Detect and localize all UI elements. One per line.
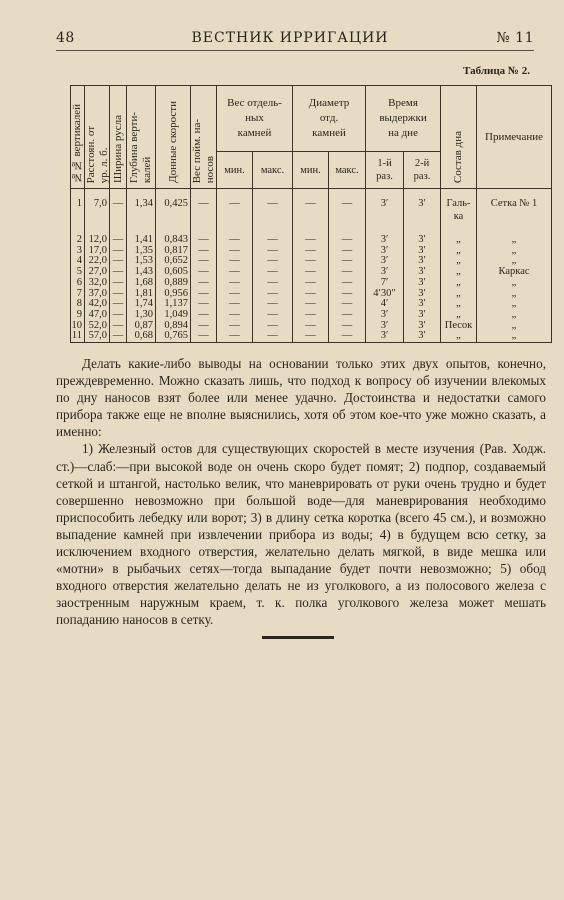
table-cell-dist: 17,0 <box>85 246 110 257</box>
table-cell-t1: 3′ <box>366 189 404 236</box>
table-cell-d: 0,68 <box>127 331 156 342</box>
table-cell-w: — <box>110 278 127 289</box>
table-cell-wmax: — <box>253 331 293 342</box>
table-row <box>71 310 552 321</box>
table-cell-dmax: — <box>329 331 366 342</box>
table-cell-s: — <box>191 299 217 310</box>
table-cell-wmin: — <box>217 310 253 321</box>
table-cell-dmin: — <box>293 310 329 321</box>
table-cell-t2: 3′ <box>404 235 441 246</box>
table-cell-w: — <box>110 235 127 246</box>
sub-header-diameter-min: мин. <box>293 152 329 189</box>
table-cell-t1: 7′ <box>366 278 404 289</box>
table-cell-n: 3 <box>71 246 85 257</box>
table-cell-d: 1,81 <box>127 289 156 300</box>
table-cell-t2: 3′ <box>404 256 441 267</box>
page-number: 48 <box>56 30 75 46</box>
table-body <box>71 189 552 343</box>
table-cell-t1: 3′ <box>366 256 404 267</box>
table-cell-d: 1,74 <box>127 299 156 310</box>
table-cell-w: — <box>110 331 127 342</box>
table-cell-dist: 47,0 <box>85 310 110 321</box>
table-cell-dmax: — <box>329 189 366 236</box>
table-cell-wmax: — <box>253 278 293 289</box>
table-cell-w: — <box>110 289 127 300</box>
table-row <box>71 189 552 236</box>
table-row <box>71 321 552 332</box>
table-cell-d: 1,34 <box>127 189 156 236</box>
table-cell-bed: „ <box>441 299 477 310</box>
table-cell-s: — <box>191 246 217 257</box>
table-cell-note: „ <box>477 246 552 257</box>
table-cell-bed: „ <box>441 246 477 257</box>
table-cell-bed: „ <box>441 235 477 246</box>
table-cell-wmax: — <box>253 189 293 236</box>
table-cell-dmin: — <box>293 278 329 289</box>
table-cell-wmin: — <box>217 299 253 310</box>
table-cell-w: — <box>110 299 127 310</box>
table-cell-t1: 3′ <box>366 235 404 246</box>
col-header-channel-width: Ширина русла <box>110 86 127 189</box>
running-head <box>46 30 534 50</box>
table-cell-t2: 3′ <box>404 321 441 332</box>
table-cell-dmin: — <box>293 321 329 332</box>
table-cell-dist: 52,0 <box>85 321 110 332</box>
table-cell-t1: 3′ <box>366 310 404 321</box>
col-header-depth: Глубина верти- калей <box>127 86 156 189</box>
sub-header-time-first: 1-й раз. <box>366 152 404 189</box>
table-cell-d: 1,43 <box>127 267 156 278</box>
table-cell-dmax: — <box>329 256 366 267</box>
table-cell-dmin: — <box>293 235 329 246</box>
table-cell-dist: 32,0 <box>85 278 110 289</box>
col-header-note: Примечание <box>477 86 552 189</box>
paragraph: 1) Железный остов для существующих скоростей в месте изучения (Рав. Ходж. ст.)—слаб:—при высокой воде он очень скоро будет помят; 2) подпор, создаваемый сеткой и штангой, настолько велик, что маневрировать от руки очень трудно и будет совершенно невозможно при большой воде—для маневрирования необходимо приспособить лебедку или ворот; 3) в длину сетка коротка (всего 45 см.), и возможно выпадение камней при извлечении прибора из воды; 4) в будущем всю сетку, за исключением входного отверстия, желательно делать мягкой, в виде мешка или «мотни» в рыбачьих сетях—тогда выпадание будет почти невозможно; 5) обод входного отверстия желательно делать не из уголкового, а из полосового железа с заостренным наружным краем, т. к. полка уголкового железа может мешать попаданию наносов в сетку. <box>56 441 546 628</box>
sub-header-time-second: 2-й раз. <box>404 152 441 189</box>
col-header-sediment-weight: Вес пойм. на- носов <box>191 86 217 189</box>
table-cell-dmin: — <box>293 256 329 267</box>
table-cell-bed: Галь- ка <box>441 189 477 236</box>
table-cell-s: — <box>191 331 217 342</box>
table-cell-dist: 57,0 <box>85 331 110 342</box>
table-row <box>71 246 552 257</box>
table-cell-t1: 4′30″ <box>366 289 404 300</box>
sub-header-diameter-max: макс. <box>329 152 366 189</box>
col-header-bed-composition: Состав дна <box>441 86 477 189</box>
table-cell-s: — <box>191 235 217 246</box>
table-cell-dmin: — <box>293 299 329 310</box>
table-cell-wmin: — <box>217 189 253 236</box>
table-cell-n: 9 <box>71 310 85 321</box>
col-header-bottom-velocity: Донные скорости <box>156 86 191 189</box>
table-cell-dmax: — <box>329 246 366 257</box>
table-cell-t1: 3′ <box>366 267 404 278</box>
table-cell-v: 0,605 <box>156 267 191 278</box>
table-cell-dist: 27,0 <box>85 267 110 278</box>
table-cell-s: — <box>191 278 217 289</box>
table-cell-t2: 3′ <box>404 331 441 342</box>
body-text <box>56 355 546 629</box>
table-cell-s: — <box>191 310 217 321</box>
table-cell-bed: „ <box>441 256 477 267</box>
table-cell-v: 0,956 <box>156 289 191 300</box>
end-rule <box>262 636 334 639</box>
col-header-exposure-time: Время выдержки на дне <box>366 86 441 152</box>
table-cell-dmin: — <box>293 189 329 236</box>
table-cell-dist: 37,0 <box>85 289 110 300</box>
table-cell-t2: 3′ <box>404 189 441 236</box>
table-cell-wmax: — <box>253 310 293 321</box>
table-cell-t1: 3′ <box>366 331 404 342</box>
table-cell-wmin: — <box>217 246 253 257</box>
table-cell-wmax: — <box>253 246 293 257</box>
table-cell-note: „ <box>477 321 552 332</box>
table-cell-note: „ <box>477 289 552 300</box>
table-cell-bed: Песок <box>441 321 477 332</box>
table-cell-s: — <box>191 289 217 300</box>
table-cell-note: Каркас <box>477 267 552 278</box>
table-cell-n: 11 <box>71 331 85 342</box>
table-cell-s: — <box>191 267 217 278</box>
table-cell-dist: 7,0 <box>85 189 110 236</box>
table-cell-w: — <box>110 267 127 278</box>
table-row <box>71 235 552 246</box>
table-cell-t2: 3′ <box>404 299 441 310</box>
table-cell-note: „ <box>477 235 552 246</box>
table-cell-bed: „ <box>441 289 477 300</box>
table-cell-dmax: — <box>329 310 366 321</box>
table-cell-n: 1 <box>71 189 85 236</box>
table-cell-t1: 4′ <box>366 299 404 310</box>
table-cell-note: „ <box>477 256 552 267</box>
table-cell-w: — <box>110 246 127 257</box>
journal-title: ВЕСТНИК ИРРИГАЦИИ <box>191 30 389 46</box>
table-cell-dmax: — <box>329 321 366 332</box>
table-cell-dmin: — <box>293 331 329 342</box>
table-cell-v: 1,137 <box>156 299 191 310</box>
table-cell-dmax: — <box>329 235 366 246</box>
table-cell-wmin: — <box>217 321 253 332</box>
table-cell-s: — <box>191 321 217 332</box>
table-cell-bed: „ <box>441 278 477 289</box>
table-cell-s: — <box>191 256 217 267</box>
table-cell-dist: 42,0 <box>85 299 110 310</box>
table-cell-wmax: — <box>253 267 293 278</box>
table-cell-t2: 3′ <box>404 310 441 321</box>
table-cell-n: 2 <box>71 235 85 246</box>
table-cell-t1: 3′ <box>366 321 404 332</box>
col-header-stone-diameter: Диаметр отд. камней <box>293 86 366 152</box>
table-cell-wmin: — <box>217 289 253 300</box>
table-cell-v: 1,049 <box>156 310 191 321</box>
table-cell-note: „ <box>477 278 552 289</box>
table-cell-n: 6 <box>71 278 85 289</box>
table-cell-v: 0,765 <box>156 331 191 342</box>
col-header-stone-weight: Вес отдель- ных камней <box>217 86 293 152</box>
table-row <box>71 331 552 342</box>
table-cell-w: — <box>110 321 127 332</box>
table-row <box>71 299 552 310</box>
table-row <box>71 278 552 289</box>
table-cell-wmin: — <box>217 256 253 267</box>
col-header-vertical-number: №№ вертикалей <box>71 86 85 189</box>
table-cell-dmax: — <box>329 299 366 310</box>
table-cell-n: 10 <box>71 321 85 332</box>
table-cell-n: 8 <box>71 299 85 310</box>
table-cell-v: 0,843 <box>156 235 191 246</box>
table-cell-wmax: — <box>253 321 293 332</box>
sub-header-weight-min: мин. <box>217 152 253 189</box>
table-cell-wmax: — <box>253 235 293 246</box>
table-cell-wmin: — <box>217 278 253 289</box>
table-cell-v: 0,652 <box>156 256 191 267</box>
table-cell-d: 1,68 <box>127 278 156 289</box>
table-cell-t2: 3′ <box>404 278 441 289</box>
table-cell-w: — <box>110 256 127 267</box>
table-cell-wmin: — <box>217 235 253 246</box>
issue-number: № 11 <box>496 30 534 46</box>
table-cell-dmax: — <box>329 278 366 289</box>
table-cell-wmax: — <box>253 256 293 267</box>
table-cell-d: 1,35 <box>127 246 156 257</box>
table-cell-note: Сетка № 1 <box>477 189 552 236</box>
table-cell-dist: 12,0 <box>85 235 110 246</box>
table-cell-w: — <box>110 189 127 236</box>
table-cell-dmax: — <box>329 289 366 300</box>
table-cell-n: 4 <box>71 256 85 267</box>
table-row <box>71 267 552 278</box>
table-cell-dmin: — <box>293 267 329 278</box>
table-cell-t2: 3′ <box>404 289 441 300</box>
table-cell-v: 0,425 <box>156 189 191 236</box>
table-cell-d: 1,53 <box>127 256 156 267</box>
table-cell-t1: 3′ <box>366 246 404 257</box>
table-cell-w: — <box>110 310 127 321</box>
table-cell-bed: „ <box>441 267 477 278</box>
table-cell-wmax: — <box>253 299 293 310</box>
table-cell-note: „ <box>477 299 552 310</box>
table-row <box>71 289 552 300</box>
table-cell-dmin: — <box>293 246 329 257</box>
table-cell-dist: 22,0 <box>85 256 110 267</box>
table-caption: Таблица № 2. <box>463 65 530 77</box>
paragraph: Делать какие-либо выводы на основании только этих двух опытов, конечно, преждевременно. Можно сказать лишь, что подход к вопросу об изучении влекомых по дну наносов взят более или менее удачно. Достоинства и недостатки самого прибора также еще не вполне выяснились, хотя об этом кое-что уже можно сказать, а именно: <box>56 356 546 440</box>
table-cell-bed: „ <box>441 310 477 321</box>
table-cell-dmin: — <box>293 289 329 300</box>
table-row <box>71 256 552 267</box>
table-cell-v: 0,894 <box>156 321 191 332</box>
table-cell-wmin: — <box>217 331 253 342</box>
table-cell-t2: 3′ <box>404 267 441 278</box>
data-table <box>70 85 552 343</box>
table-cell-d: 0,87 <box>127 321 156 332</box>
table-cell-v: 0,889 <box>156 278 191 289</box>
table-cell-n: 5 <box>71 267 85 278</box>
table-cell-note: „ <box>477 331 552 342</box>
table-cell-n: 7 <box>71 289 85 300</box>
table-cell-d: 1,30 <box>127 310 156 321</box>
table-cell-wmin: — <box>217 267 253 278</box>
table-cell-v: 0,817 <box>156 246 191 257</box>
col-header-distance: Расстоян. от ур. л. б. <box>85 86 110 189</box>
table-cell-d: 1,41 <box>127 235 156 246</box>
table-cell-s: — <box>191 189 217 236</box>
table-cell-dmax: — <box>329 267 366 278</box>
table-cell-note: „ <box>477 310 552 321</box>
table-cell-bed: „ <box>441 331 477 342</box>
table-cell-wmax: — <box>253 289 293 300</box>
table-cell-t2: 3′ <box>404 246 441 257</box>
header-rule <box>56 50 534 51</box>
sub-header-weight-max: макс. <box>253 152 293 189</box>
